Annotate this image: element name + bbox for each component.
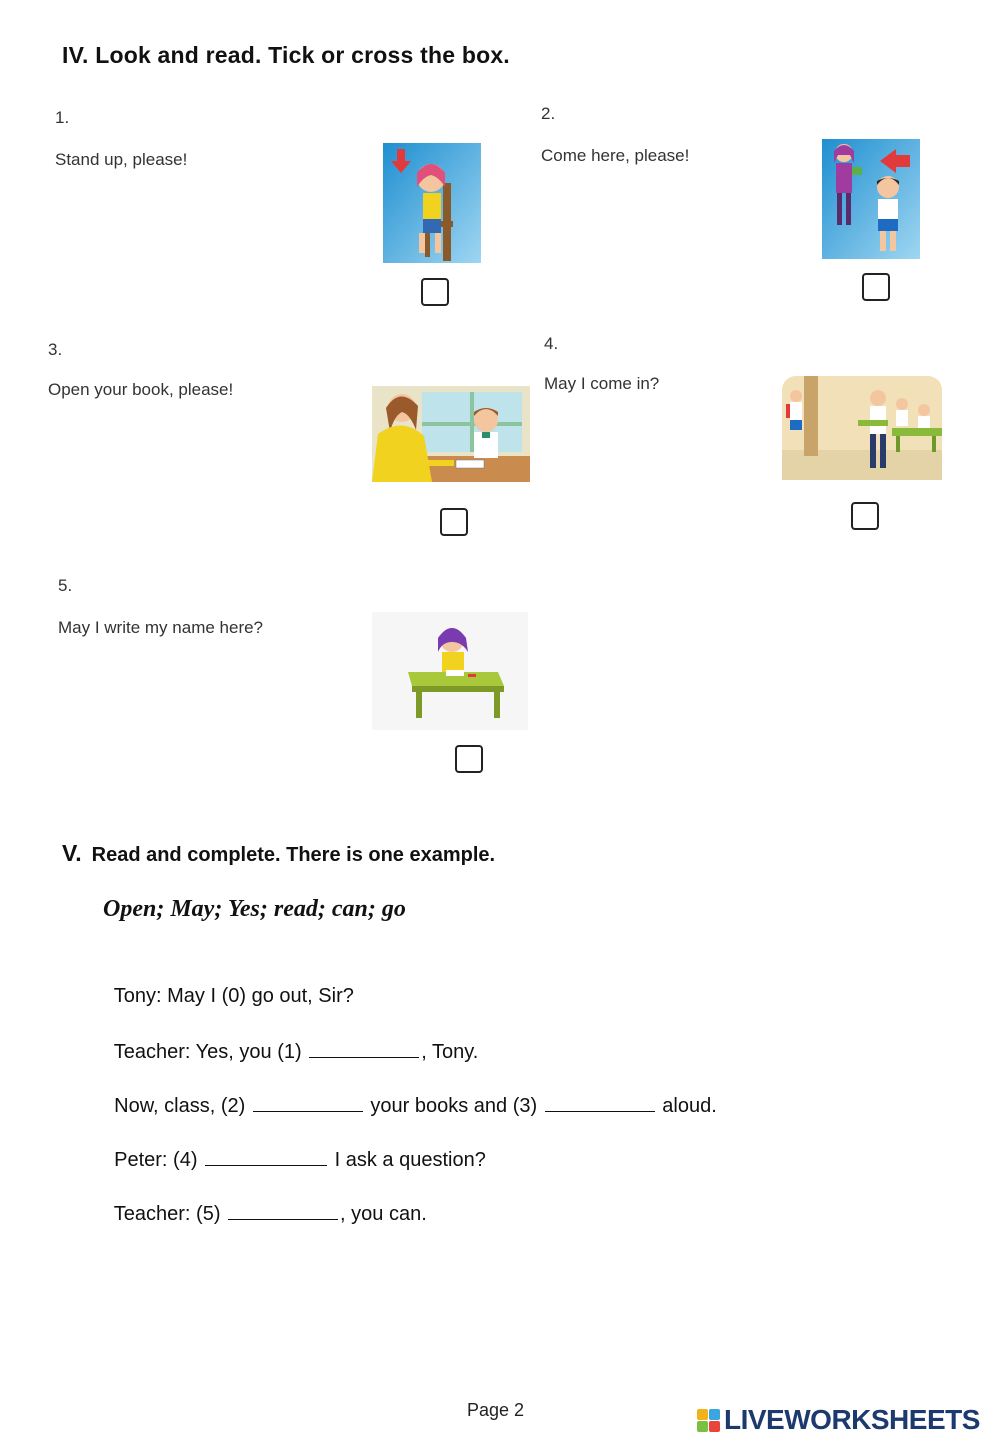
blank-2[interactable] — [253, 1093, 363, 1112]
item-2-picture — [822, 139, 920, 259]
blank-5[interactable] — [228, 1201, 338, 1220]
line-3-text-b: I ask a question? — [329, 1149, 486, 1171]
line-2-text-b: your books and (3) — [364, 1095, 543, 1117]
item-1-checkbox[interactable] — [421, 278, 449, 306]
line-0 — [103, 962, 354, 1008]
item-1-number: 1. — [55, 108, 70, 127]
item-3-number: 3. — [48, 340, 63, 359]
item-4-picture — [782, 376, 942, 480]
word-bank: Open; May; Yes; read; can; go — [103, 896, 406, 922]
section-5-heading — [62, 840, 495, 867]
item-2-number: 2. — [541, 104, 556, 123]
line-1-text-a: Teacher: Yes, you (1) — [113, 1041, 308, 1063]
item-5-picture — [372, 612, 528, 730]
line-3 — [103, 1124, 486, 1172]
item-4-number: 4. — [544, 334, 559, 353]
line-4-text-a: Teacher: (5) — [113, 1203, 227, 1225]
line-4 — [103, 1178, 427, 1226]
blank-4[interactable] — [205, 1147, 327, 1166]
logo-text: LIVEWORKSHEETS — [724, 1404, 980, 1435]
line-2-text-a: Now, class, (2) — [114, 1095, 251, 1117]
page-number: Page 2 — [467, 1400, 525, 1420]
blank-3[interactable] — [545, 1093, 655, 1112]
line-2-text-c: aloud. — [656, 1095, 717, 1117]
section-5-roman: V. — [62, 840, 82, 866]
line-1-text-b: , Tony. — [421, 1041, 479, 1063]
item-5-checkbox[interactable] — [455, 745, 483, 773]
blank-1[interactable] — [309, 1039, 419, 1058]
line-4-text-b: , you can. — [340, 1203, 427, 1225]
line-1 — [103, 1016, 478, 1064]
line-2 — [103, 1070, 717, 1118]
item-2-text: Come here, please! — [541, 146, 690, 165]
item-3-text: Open your book, please! — [48, 380, 234, 399]
section-5-title: Read and complete. There is one example. — [91, 844, 496, 866]
item-1-text: Stand up, please! — [55, 150, 188, 169]
logo-mark-icon — [697, 1409, 720, 1432]
item-4-text: May I come in? — [544, 374, 660, 393]
item-3-picture — [372, 386, 530, 482]
item-1-picture — [383, 143, 481, 263]
item-5-text: May I write my name here? — [58, 618, 264, 637]
item-5-number: 5. — [58, 576, 73, 595]
item-2-checkbox[interactable] — [862, 273, 890, 301]
line-0-text: Tony: May I (0) go out, Sir? — [113, 985, 354, 1007]
section-4-heading: IV. Look and read. Tick or cross the box. — [62, 42, 510, 68]
line-3-text-a: Peter: (4) — [114, 1149, 204, 1171]
liveworksheets-logo[interactable] — [697, 1404, 980, 1436]
item-3-checkbox[interactable] — [440, 508, 468, 536]
item-4-checkbox[interactable] — [851, 502, 879, 530]
